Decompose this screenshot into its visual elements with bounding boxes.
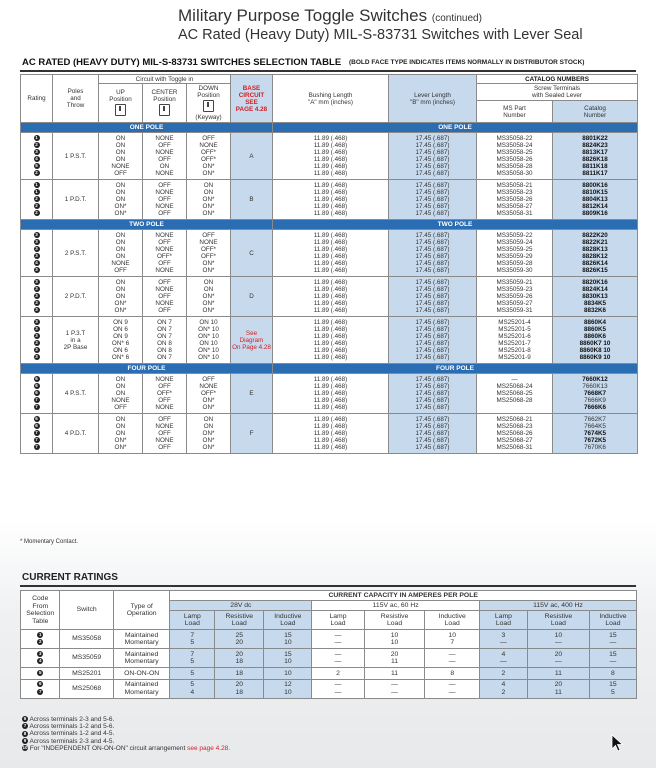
rating-dot-icon: 3 xyxy=(35,307,38,313)
lever-cell: 17.45 (.687) 17.45 (.687) 17.45 (.687) 17.45 (.687) 17.45 (.687) xyxy=(389,414,477,454)
catalog-number-cell: 8820K16 8824K14 8830K13 8834K5 8832K6 xyxy=(553,277,638,317)
capacity-cell: 8 xyxy=(589,668,636,680)
ms-part-cell: MS35059-22 MS35059-24 MS35059-25 MS35059-29 MS35059-28 MS35059-30 xyxy=(477,230,553,277)
note-text: Across terminals 2-3 and 5-6. xyxy=(29,716,115,723)
base-circuit-cell: See Diagram On Page 4.28 xyxy=(231,317,273,364)
capacity-cell: 15 10 xyxy=(264,630,312,649)
capacity-cell: 5 4 xyxy=(170,679,215,698)
type-cell: Maintained Momentary xyxy=(113,630,170,649)
code-dot-icon: 1 xyxy=(38,631,42,637)
col-rating: Rating xyxy=(21,75,53,123)
code-dot-icon: 4 xyxy=(38,658,42,664)
col-code: Code From Selection Table xyxy=(21,591,60,630)
rating-dot-icon: 3 xyxy=(35,333,38,339)
capacity-cell: 20 — xyxy=(527,649,589,668)
capacity-cell: 3 — xyxy=(479,630,527,649)
col-lamp-load: Lamp Load xyxy=(479,611,527,630)
rating-dot-icon: 1 xyxy=(35,189,38,195)
stock-note: (BOLD FACE TYPE INDICATES ITEMS NORMALLY IN DISTRIBUTOR STOCK) xyxy=(349,59,585,66)
lever-cell: 17.45 (.687) 17.45 (.687) 17.45 (.687) 17.45 (.687) 17.45 (.687) 17.45 (.687) xyxy=(389,230,477,277)
col-screw-terminals: Screw Terminals with Sealed Lever xyxy=(477,84,638,101)
switch-cell: MS35059 xyxy=(60,649,113,668)
mouse-cursor-icon xyxy=(611,734,625,752)
group-label: TWO POLE xyxy=(21,220,273,230)
ratings-notes xyxy=(22,716,230,752)
table-row xyxy=(21,180,638,220)
capacity-cell: 7 5 xyxy=(170,630,215,649)
catalog-number-cell: 8800K16 8810K15 8804K13 8812K14 8809K16 xyxy=(553,180,638,220)
capacity-cell: 20 18 xyxy=(215,649,264,668)
up-cell: ON ON ON ON NONE OFF xyxy=(99,133,143,180)
rating-cell xyxy=(21,133,53,180)
rating-dot-icon: 3 xyxy=(35,326,38,332)
base-circuit-cell: D xyxy=(231,277,273,317)
col-lamp-load: Lamp Load xyxy=(170,611,215,630)
rating-dot-icon: 3 xyxy=(35,239,38,245)
capacity-cell: 25 20 xyxy=(215,630,264,649)
note-dot-icon: 7 xyxy=(23,723,27,729)
capacity-cell: 11 xyxy=(527,668,589,680)
down-cell: OFF NONE OFF* ON* ON* xyxy=(187,374,231,414)
rating-cell xyxy=(21,277,53,317)
capacity-cell: — — xyxy=(425,679,479,698)
col-resistive-load: Resistive Load xyxy=(215,611,264,630)
poles-cell: 2 P.D.T. xyxy=(53,277,99,317)
group-label-right: TWO POLE xyxy=(273,220,638,230)
poles-cell: 1 P.S.T. xyxy=(53,133,99,180)
center-cell: OFF NONE OFF NONE OFF xyxy=(143,414,187,454)
base-circuit-cell: E xyxy=(231,374,273,414)
poles-cell: 1 P.3.T in a 2P Base xyxy=(53,317,99,364)
col-ms-part: MS Part Number xyxy=(477,101,553,123)
up-cell: ON ON ON ON* ON* xyxy=(99,180,143,220)
capacity-cell: 10 xyxy=(264,668,312,680)
capacity-cell: 20 18 xyxy=(215,679,264,698)
bushing-cell: 11.89 (.468) 11.89 (.468) 11.89 (.468) 11.89 (.468) 11.89 (.468) xyxy=(273,277,389,317)
bushing-cell: 11.89 (.468) 11.89 (.468) 11.89 (.468) 11.89 (.468) 11.89 (.468) xyxy=(273,414,389,454)
capacity-cell: 2 xyxy=(312,668,364,680)
toggle-center-icon xyxy=(159,104,170,116)
table-row xyxy=(21,679,637,698)
capacity-cell: 18 xyxy=(215,668,264,680)
base-circuit-cell: B xyxy=(231,180,273,220)
rating-dot-icon: 7 xyxy=(35,404,38,410)
group-label: ONE POLE xyxy=(21,123,273,133)
capacity-cell: 10 — xyxy=(527,630,589,649)
rating-dot-icon: 3 xyxy=(35,253,38,259)
col-up: UP Position xyxy=(99,84,143,123)
col-circuit: Circuit with Toggle in xyxy=(99,75,231,84)
lever-cell: 17.45 (.687) 17.45 (.687) 17.45 (.687) 17.45 (.687) 17.45 (.687) 17.45 (.687) xyxy=(389,317,477,364)
up-cell: ON 9 ON 6 ON 9 ON* 6 ON 6 ON* 6 xyxy=(99,317,143,364)
rating-cell xyxy=(21,374,53,414)
note-text: Across terminals 1-2 and 5-6. xyxy=(29,723,115,731)
rating-dot-icon: 2 xyxy=(35,142,38,148)
note-dot-icon: 10 xyxy=(22,745,28,751)
switch-cell: MS35058 xyxy=(60,630,113,649)
center-cell: ON 7 ON 7 ON 7 ON 8 ON 8 ON 7 xyxy=(143,317,187,364)
col-catalog-number: Catalog Number xyxy=(553,101,638,123)
table-row xyxy=(21,277,638,317)
center-cell: NONE OFF NONE OFF ON NONE xyxy=(143,133,187,180)
up-cell: ON ON ON NONE OFF xyxy=(99,374,143,414)
rating-dot-icon: 6 xyxy=(35,376,38,382)
center-cell: OFF NONE OFF NONE OFF xyxy=(143,277,187,317)
capacity-cell: — — xyxy=(312,679,364,698)
page-subtitle: AC Rated (Heavy Duty) MIL-S-83731 Switches with Lever Seal xyxy=(178,27,583,43)
type-cell: Maintained Momentary xyxy=(113,679,170,698)
rating-dot-icon: 6 xyxy=(35,416,38,422)
col-type: Type of Operation xyxy=(113,591,170,630)
ms-part-cell: MS25201-4 MS25201-5 MS25201-6 MS25201-7 MS25201-8 MS25201-9 xyxy=(477,317,553,364)
capacity-cell: 12 10 xyxy=(264,679,312,698)
group-label: FOUR POLE xyxy=(21,364,273,374)
catalog-number-cell: 8822K20 8822K21 8828K13 8828K12 8826K14 8826K15 xyxy=(553,230,638,277)
selection-table-title: AC RATED (HEAVY DUTY) MIL-S-83731 SWITCHES SELECTION TABLE xyxy=(22,57,342,68)
capacity-cell: 15 10 xyxy=(264,649,312,668)
base-circuit-cell: C xyxy=(231,230,273,277)
note-line xyxy=(22,745,230,752)
selection-table xyxy=(20,74,638,454)
rating-dot-icon: 6 xyxy=(35,383,38,389)
note-dot-icon: 6 xyxy=(23,716,27,722)
note-line xyxy=(22,730,230,737)
note-text: Across terminals 1-2 and 4-5. xyxy=(29,730,115,738)
rating-dot-icon: 3 xyxy=(35,319,38,325)
current-ratings-title: CURRENT RATINGS xyxy=(22,572,118,583)
bushing-cell: 11.89 (.468) 11.89 (.468) 11.89 (.468) 11.89 (.468) 11.89 (.468) 11.89 (.468) xyxy=(273,133,389,180)
table-row xyxy=(21,668,637,680)
lever-cell: 17.45 (.687) 17.45 (.687) 17.45 (.687) 17.45 (.687) 17.45 (.687) xyxy=(389,277,477,317)
rating-dot-icon: 3 xyxy=(35,232,38,238)
capacity-cell: — — xyxy=(312,649,364,668)
col-switch: Switch xyxy=(60,591,113,630)
col-bushing: Bushing Length "A" mm (inches) xyxy=(273,75,389,123)
rating-dot-icon: 3 xyxy=(35,246,38,252)
pole-group-header xyxy=(21,364,638,374)
lever-cell: 17.45 (.687) 17.45 (.687) 17.45 (.687) 17.45 (.687) 17.45 (.687) 17.45 (.687) xyxy=(389,133,477,180)
note-line xyxy=(22,716,230,723)
ratings-rule xyxy=(20,585,636,587)
col-center: CENTER Position xyxy=(143,84,187,123)
rating-dot-icon: 7 xyxy=(35,444,38,450)
group-label-right: FOUR POLE xyxy=(273,364,638,374)
lever-cell: 17.45 (.687) 17.45 (.687) 17.45 (.687) 17.45 (.687) 17.45 (.687) xyxy=(389,180,477,220)
capacity-cell: 20 11 xyxy=(527,679,589,698)
note-text: Across terminals 2-3 and 4-5. xyxy=(29,737,115,745)
rating-dot-icon: 1 xyxy=(35,135,38,141)
type-cell: Maintained Momentary xyxy=(113,649,170,668)
rating-dot-icon: 3 xyxy=(35,340,38,346)
type-cell: ON-ON-ON xyxy=(113,668,170,680)
rating-dot-icon: 4 xyxy=(35,156,38,162)
code-cell xyxy=(21,679,60,698)
poles-cell: 2 P.S.T. xyxy=(53,230,99,277)
capacity-cell: 4 2 xyxy=(479,679,527,698)
selection-table-header xyxy=(21,75,638,123)
rating-dot-icon: 2 xyxy=(35,170,38,176)
ms-part-cell: MS35058-22 MS35058-24 MS35058-25 MS35058-26 MS35058-28 MS35058-30 xyxy=(477,133,553,180)
code-cell xyxy=(21,668,60,680)
col-resistive-load: Resistive Load xyxy=(527,611,589,630)
rating-cell xyxy=(21,414,53,454)
capacity-cell: 15 — xyxy=(589,649,636,668)
table-row xyxy=(21,414,638,454)
rating-dot-icon: 3 xyxy=(35,149,38,155)
page-title: Military Purpose Toggle Switches (continued) xyxy=(178,6,482,25)
capacity-cell: 8 xyxy=(425,668,479,680)
rating-dot-icon: 2 xyxy=(35,210,38,216)
capacity-cell: — — xyxy=(425,649,479,668)
bushing-cell: 11.89 (.468) 11.89 (.468) 11.89 (.468) 11.89 (.468) 11.89 (.468) xyxy=(273,374,389,414)
rating-dot-icon: 3 xyxy=(35,279,38,285)
base-circuit-cell: F xyxy=(231,414,273,454)
rating-dot-icon: 6 xyxy=(35,390,38,396)
ms-part-cell: MS35058-21 MS35058-23 MS35058-26 MS35058-27 MS35058-31 xyxy=(477,180,553,220)
up-cell: ON ON ON ON* ON* xyxy=(99,414,143,454)
col-resistive-load: Resistive Load xyxy=(364,611,425,630)
rating-dot-icon: 3 xyxy=(35,267,38,273)
down-cell: ON ON ON* ON* ON* xyxy=(187,414,231,454)
selection-table-body xyxy=(21,123,638,454)
capacity-cell: 15 5 xyxy=(589,679,636,698)
capacity-cell: 20 11 xyxy=(364,649,425,668)
ms-part-cell: — MS25068-24 MS25068-25 MS25068-28 xyxy=(477,374,553,414)
table-row xyxy=(21,230,638,277)
footnote: * Momentary Contact. xyxy=(20,539,79,545)
group-label-right: ONE POLE xyxy=(273,123,638,133)
col-base-circuit: BASE CIRCUIT SEE PAGE 4.28 xyxy=(231,75,273,123)
down-cell: ON ON ON* ON* ON* xyxy=(187,180,231,220)
pole-group-header xyxy=(21,220,638,230)
toggle-up-icon xyxy=(115,104,126,116)
code-dot-icon: 5 xyxy=(38,669,42,675)
bushing-cell: 11.89 (.468) 11.89 (.468) 11.89 (.468) 11.89 (.468) 11.89 (.468) 11.89 (.468) xyxy=(273,230,389,277)
pole-group-header xyxy=(21,123,638,133)
note-dot-icon: 8 xyxy=(23,730,27,736)
lever-cell: 17.45 (.687) 17.45 (.687) 17.45 (.687) 17.45 (.687) 17.45 (.687) xyxy=(389,374,477,414)
capacity-cell: 10 10 xyxy=(364,630,425,649)
capacity-cell: 11 xyxy=(364,668,425,680)
rating-dot-icon: 3 xyxy=(35,300,38,306)
center-cell: NONE OFF OFF* OFF NONE xyxy=(143,374,187,414)
table-row xyxy=(21,630,637,649)
poles-cell: 1 P.D.T. xyxy=(53,180,99,220)
title-rule xyxy=(20,70,636,72)
center-cell: OFF NONE OFF NONE OFF xyxy=(143,180,187,220)
ms-part-cell: MS35059-21 MS35059-23 MS35059-26 MS35059-27 MS35059-31 xyxy=(477,277,553,317)
down-cell: OFF NONE OFF* OFF* ON* ON* xyxy=(187,133,231,180)
note-line xyxy=(22,723,230,730)
note-line xyxy=(22,738,230,745)
rating-cell xyxy=(21,230,53,277)
center-cell: NONE OFF NONE OFF* OFF NONE xyxy=(143,230,187,277)
col-115v-60: 115V ac, 60 Hz xyxy=(312,601,480,611)
table-row xyxy=(21,317,638,364)
rating-dot-icon: 7 xyxy=(35,397,38,403)
code-cell xyxy=(21,649,60,668)
capacity-cell: 5 xyxy=(170,668,215,680)
rating-dot-icon: 3 xyxy=(35,354,38,360)
col-inductive-load: Inductive Load xyxy=(589,611,636,630)
switch-cell: MS25068 xyxy=(60,679,113,698)
rating-dot-icon: 1 xyxy=(35,182,38,188)
base-circuit-cell: A xyxy=(231,133,273,180)
table-row xyxy=(21,374,638,414)
col-down: DOWN Position (Keyway) xyxy=(187,84,231,123)
poles-cell: 4 P.S.T. xyxy=(53,374,99,414)
col-capacity: CURRENT CAPACITY IN AMPERES PER POLE xyxy=(170,591,637,601)
note-text: For "INDEPENDENT ON-ON-ON" circuit arrangement xyxy=(29,744,188,752)
capacity-cell: 4 — xyxy=(479,649,527,668)
note-dot-icon: 9 xyxy=(23,737,27,743)
rating-dot-icon: 7 xyxy=(35,437,38,443)
col-poles: Poles and Throw xyxy=(53,75,99,123)
rating-cell xyxy=(21,317,53,364)
up-cell: ON ON ON ON* ON* xyxy=(99,277,143,317)
capacity-cell: 2 xyxy=(479,668,527,680)
rating-dot-icon: 4 xyxy=(35,260,38,266)
code-dot-icon: 2 xyxy=(38,639,42,645)
down-cell: ON 10 ON* 10 ON* 10 ON 10 ON* 10 ON* 10 xyxy=(187,317,231,364)
code-dot-icon: 6 xyxy=(38,681,42,687)
see-page-link[interactable]: see page 4.28. xyxy=(187,744,231,752)
poles-cell: 4 P.D.T. xyxy=(53,414,99,454)
catalog-number-cell: 7660K12 7660K13 7668K7 7666K9 7666K6 xyxy=(553,374,638,414)
down-cell: OFF NONE OFF* OFF* ON* ON* xyxy=(187,230,231,277)
catalog-number-cell: 7662K7 7664K5 7674K5 7672K5 7670K6 xyxy=(553,414,638,454)
capacity-cell: 7 5 xyxy=(170,649,215,668)
up-cell: ON ON ON ON NONE OFF xyxy=(99,230,143,277)
ms-part-cell: MS25068-21 MS25068-23 MS25068-26 MS25068-27 MS25068-31 xyxy=(477,414,553,454)
col-inductive-load: Inductive Load xyxy=(425,611,479,630)
table-row xyxy=(21,649,637,668)
catalog-number-cell: 8801K22 8824K23 8813K17 8826K18 8811K18 8811K17 xyxy=(553,133,638,180)
capacity-cell: 10 7 xyxy=(425,630,479,649)
code-dot-icon: 7 xyxy=(38,688,42,694)
rating-dot-icon: 5 xyxy=(35,163,38,169)
rating-dot-icon: 3 xyxy=(35,286,38,292)
col-inductive-load: Inductive Load xyxy=(264,611,312,630)
col-catalog-numbers: CATALOG NUMBERS xyxy=(477,75,638,84)
capacity-cell: 15 — xyxy=(589,630,636,649)
toggle-down-icon xyxy=(203,100,214,112)
current-ratings-table xyxy=(20,590,637,699)
col-lamp-load: Lamp Load xyxy=(312,611,364,630)
bushing-cell: 11.89 (.468) 11.89 (.468) 11.89 (.468) 11.89 (.468) 11.89 (.468) 11.89 (.468) xyxy=(273,317,389,364)
rating-dot-icon: 7 xyxy=(35,430,38,436)
code-dot-icon: 3 xyxy=(38,650,42,656)
rating-dot-icon: 6 xyxy=(35,423,38,429)
col-115v-400: 115V ac, 400 Hz xyxy=(479,601,636,611)
rating-dot-icon: 3 xyxy=(35,293,38,299)
table-row xyxy=(21,133,638,180)
rating-cell xyxy=(21,180,53,220)
col-lever: Lever Length "B" mm (inches) xyxy=(389,75,477,123)
capacity-cell: — — xyxy=(364,679,425,698)
switch-cell: MS25201 xyxy=(60,668,113,680)
rating-dot-icon: 2 xyxy=(35,203,38,209)
capacity-cell: — — xyxy=(312,630,364,649)
rating-dot-icon: 2 xyxy=(35,196,38,202)
rating-dot-icon: 3 xyxy=(35,347,38,353)
col-28vdc: 28V dc xyxy=(170,601,312,611)
down-cell: ON ON ON* ON* ON* xyxy=(187,277,231,317)
code-cell xyxy=(21,630,60,649)
bushing-cell: 11.89 (.468) 11.89 (.468) 11.89 (.468) 11.89 (.468) 11.89 (.468) xyxy=(273,180,389,220)
catalog-number-cell: 8860K4 8860K5 8860K6 8860K7 10 8860K8 10 8860K9 10 xyxy=(553,317,638,364)
